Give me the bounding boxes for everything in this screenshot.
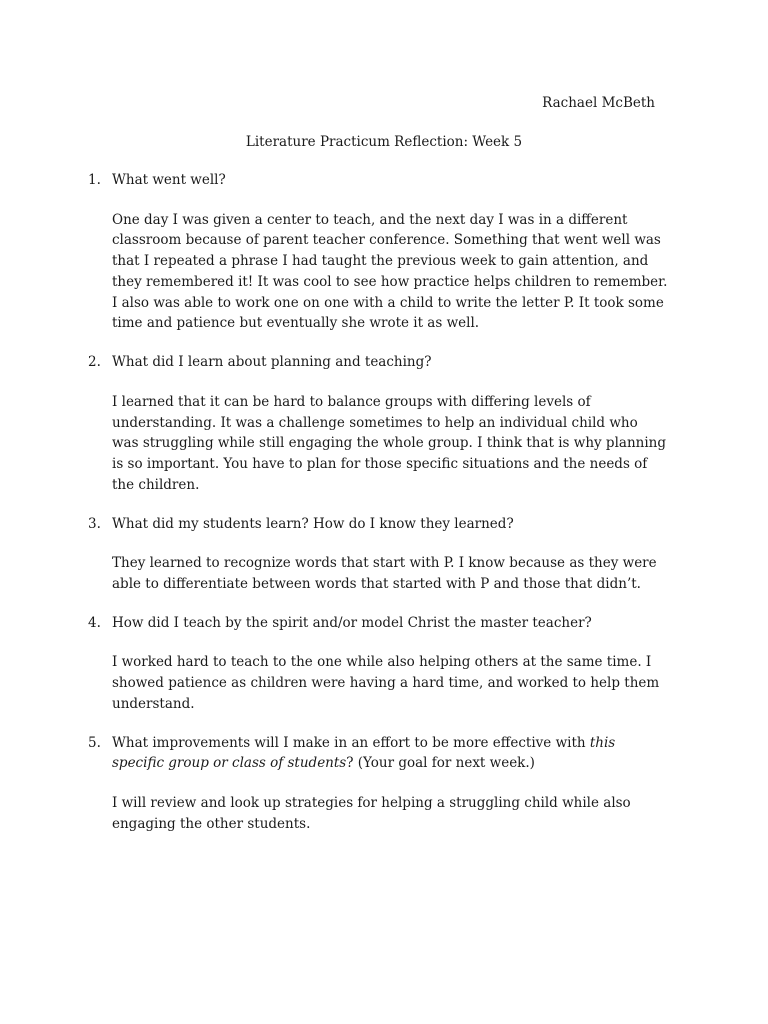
question-item-4 xyxy=(88,613,668,715)
question-item-3 xyxy=(88,514,668,595)
answer-text: They learned to recognize words that start with P. I know because as they were able to differentiate between words that started with P and those that didn’t. xyxy=(112,555,657,593)
question-number: 4. xyxy=(88,614,101,631)
question-item-1 xyxy=(88,170,668,334)
question-emphasis: this specific group or class of students xyxy=(112,734,616,772)
question-text xyxy=(112,733,668,774)
question-number: 2. xyxy=(88,354,101,371)
question-number: 1. xyxy=(88,172,101,188)
question-text: What did I learn about planning and teaching? xyxy=(112,354,432,371)
question-item-2 xyxy=(88,352,668,495)
question-prefix: What improvements will I make in an effort to be more effective with xyxy=(112,734,590,751)
question-suffix: ? (Your goal for next week.) xyxy=(346,755,535,772)
answer-text: I worked hard to teach to the one while also helping others at the same time. I showed patience as children were having a hard time, and worked to help them understand. xyxy=(112,654,660,712)
question-number: 5. xyxy=(88,734,101,751)
answer-text: I learned that it can be hard to balance groups with differing levels of understanding. It was a challenge sometimes to help an individual child who was struggling while still engaging the whole group. I think that is why planning is so important. You have to plan for those specific situations and the needs of the children. xyxy=(112,393,666,493)
question-list xyxy=(88,170,668,834)
document-title: Literature Practicum Reflection: Week 5 xyxy=(245,134,523,150)
question-number: 3. xyxy=(88,515,101,532)
answer-text: One day I was given a center to teach, and the next day I was in a different classroom because of parent teacher conference. Something that went well was that I repeated a phrase I had taught the previous week to gain attention, and they remembered it! It was cool to see how practice helps children to remember. I also was able to work one on one with a child to write the letter P. It took some time and patience but eventually she wrote it as well. xyxy=(112,211,668,332)
answer-text: I will review and look up strategies for helping a struggling child while also engaging the other students. xyxy=(112,794,631,832)
question-item-5 xyxy=(88,733,668,835)
author-name: Rachael McBeth xyxy=(542,95,655,111)
question-text: How did I teach by the spirit and/or model Christ the master teacher? xyxy=(112,614,592,631)
question-text: What did my students learn? How do I know they learned? xyxy=(112,515,514,532)
question-text: What went well? xyxy=(112,172,226,188)
